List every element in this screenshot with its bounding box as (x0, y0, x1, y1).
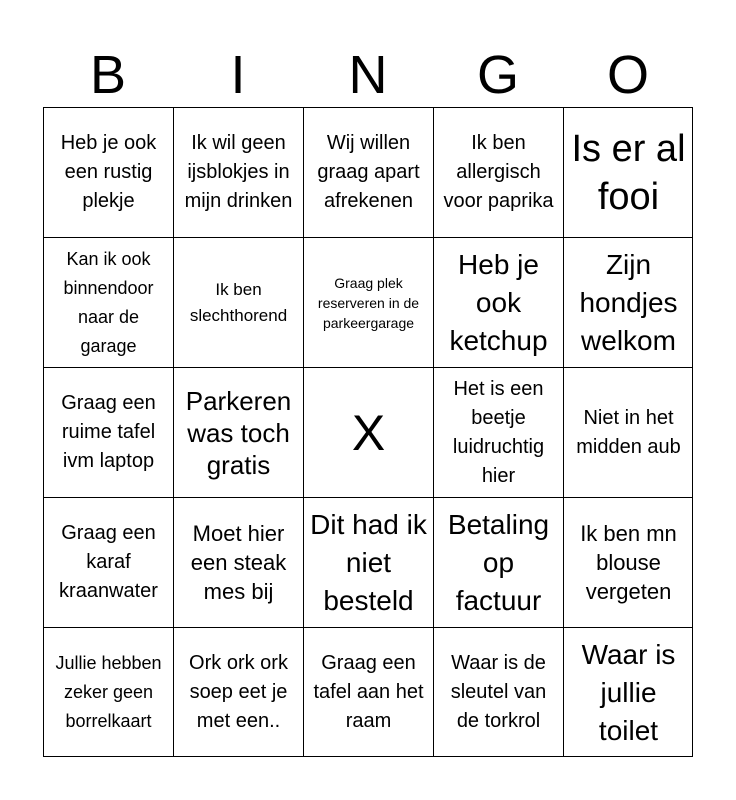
bingo-cell[interactable]: Waar is jullie toilet (563, 627, 693, 757)
bingo-cell[interactable]: Dit had ik niet besteld (303, 497, 433, 627)
bingo-cell[interactable]: Is er al fooi (563, 107, 693, 237)
bingo-cell[interactable]: Ik wil geen ijsblokjes in mijn drinken (173, 107, 303, 237)
bingo-cell[interactable]: Kan ik ook binnendoor naar de garage (43, 237, 173, 367)
bingo-header (43, 42, 693, 108)
free-space-cell[interactable]: X (303, 367, 433, 497)
header-letter-n: N (348, 45, 388, 105)
bingo-cell[interactable]: Ik ben mn blouse vergeten (563, 497, 693, 627)
bingo-cell[interactable]: Ik ben allergisch voor paprika (433, 107, 563, 237)
bingo-cell[interactable]: Graag een tafel aan het raam (303, 627, 433, 757)
bingo-cell[interactable]: Niet in het midden aub (563, 367, 693, 497)
header-letter-i: I (230, 45, 246, 105)
bingo-cell[interactable]: Graag plek reserveren in de parkeergarage (303, 237, 433, 367)
bingo-cell[interactable]: Wij willen graag apart afrekenen (303, 107, 433, 237)
bingo-cell[interactable]: Moet hier een steak mes bij (173, 497, 303, 627)
bingo-cell[interactable]: Ork ork ork soep eet je met een.. (173, 627, 303, 757)
bingo-cell[interactable]: Heb je ook ketchup (433, 237, 563, 367)
bingo-cell[interactable]: Graag een ruime tafel ivm laptop (43, 367, 173, 497)
bingo-cell[interactable]: Ik ben slechthorend (173, 237, 303, 367)
bingo-grid (43, 107, 693, 757)
header-letter-g: G (476, 45, 519, 105)
bingo-cell[interactable]: Waar is de sleutel van de torkrol (433, 627, 563, 757)
bingo-cell[interactable]: Betaling op factuur (433, 497, 563, 627)
bingo-cell[interactable]: Graag een karaf kraanwater (43, 497, 173, 627)
bingo-cell[interactable]: Zijn hondjes welkom (563, 237, 693, 367)
bingo-cell[interactable]: Parkeren was toch gratis (173, 367, 303, 497)
header-letter-o: O (606, 45, 649, 105)
header-letter-b: B (89, 45, 127, 105)
bingo-cell[interactable]: Het is een beetje luidruchtig hier (433, 367, 563, 497)
bingo-cell[interactable]: Heb je ook een rustig plekje (43, 107, 173, 237)
bingo-cell[interactable]: Jullie hebben zeker geen borrelkaart (43, 627, 173, 757)
